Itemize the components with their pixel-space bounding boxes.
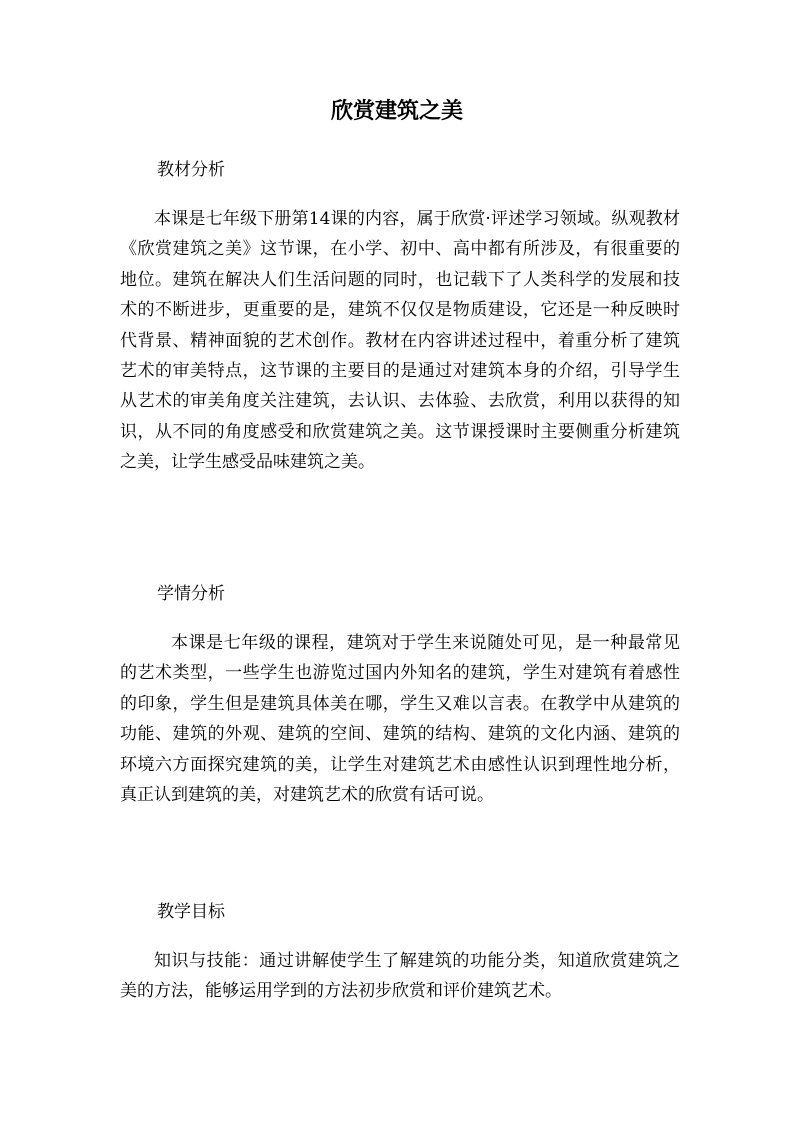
section-heading-textbook-analysis: 教材分析 [157,160,225,180]
section-heading-student-analysis: 学情分析 [157,584,225,604]
section-paragraph-student-analysis: 本课是七年级的课程，建筑对于学生来说随处可见，是一种最常见的艺术类型，一些学生也游览过国内外知名的建筑，学生对建筑有着感性的印象，学生但是建筑具体美在哪，学生又难以言表。在教学中从建筑的功能、建筑的外观、建筑的空间、建筑的结构、建筑的文化内涵、建筑的环境六方面探究建筑的美，让学生对建筑艺术由感性认识到理性地分析，真正认到建筑的美，对建筑艺术的欣赏有话可说。 [120,633,680,806]
page-title: 欣赏建筑之美 [330,98,463,124]
section-paragraph-textbook-analysis: 本课是七年级下册第14课的内容，属于欣赏·评述学习领域。纵观教材《欣赏建筑之美》这节课，在小学、初中、高中都有所涉及，有很重要的地位。建筑在解决人们生活问题的同时，也记载下了人类科学的发展和技术的不断进步，更重要的是，建筑不仅仅是物质建设，它还是一种反映时代背景、精神面貌的艺术创作。教材在内容讲述过程中，着重分析了建筑艺术的审美特点，这节课的主要目的是通过对建筑本身的介绍，引导学生从艺术的审美角度关注建筑，去认识、去体验、去欣赏，利用以获得的知识，从不同的角度感受和欣赏建筑之美。这节课授课时主要侧重分析建筑之美，让学生感受品味建筑之美。 [120,209,680,473]
section-paragraph-teaching-goals: 知识与技能：通过讲解使学生了解建筑的功能分类，知道欣赏建筑之美的方法，能够运用学到的方法初步欣赏和评价建筑艺术。 [120,951,680,1002]
section-heading-teaching-goals: 教学目标 [157,902,225,922]
